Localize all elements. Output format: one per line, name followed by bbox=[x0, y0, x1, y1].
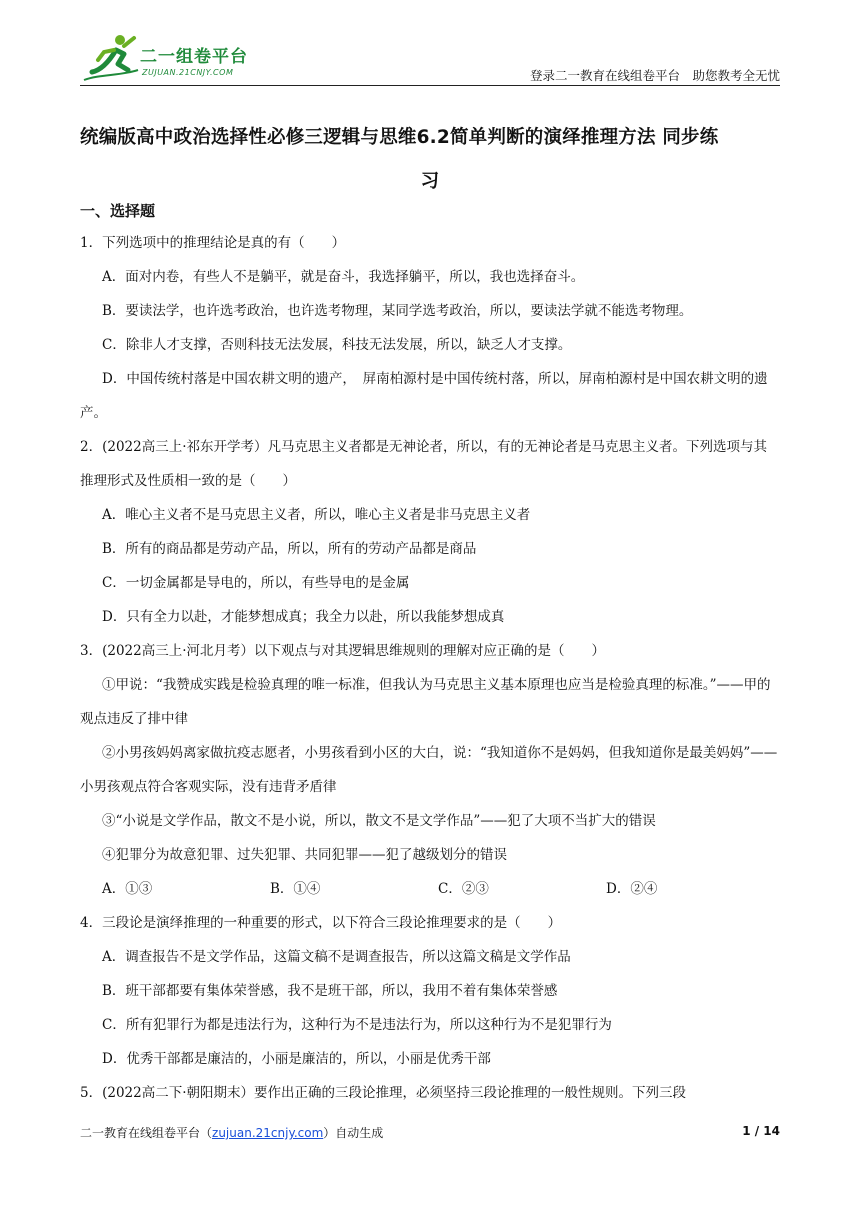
question-2-option-a: A．唯心主义者不是马克思主义者，所以，唯心主义者是非马克思主义者 bbox=[102, 507, 531, 523]
question-1-option-b: B．要读法学，也许选考政治，也许选考物理，某同学选考政治，所以，要读法学就不能选考物理。 bbox=[102, 303, 693, 319]
question-3-options bbox=[80, 872, 780, 906]
question-4-stem: 4．三段论是演绎推理的一种重要的形式，以下符合三段论推理要求的是（ ） bbox=[80, 915, 562, 931]
question-4-option-c: C．所有犯罪行为都是违法行为，这种行为不是违法行为，所以这种行为不是犯罪行为 bbox=[102, 1017, 612, 1033]
question-1-option-a: A．面对内卷，有些人不是躺平，就是奋斗，我选择躺平，所以，我也选择奋斗。 bbox=[102, 269, 585, 285]
question-3-option-d: D．②④ bbox=[606, 881, 658, 897]
question-2-option-d: D．只有全力以赴，才能梦想成真；我全力以赴，所以我能梦想成真 bbox=[102, 609, 505, 625]
footer-prefix: 二一教育在线组卷平台（ bbox=[80, 1126, 213, 1140]
question-3-stem: 3．(2022高三上·河北月考）以下观点与对其逻辑思维规则的理解对应正确的是（ ） bbox=[80, 643, 606, 659]
question-3-option-b: B．①④ bbox=[270, 881, 321, 897]
footer-source bbox=[80, 1124, 383, 1141]
question-4-option-a: A．调查报告不是文学作品，这篇文稿不是调查报告，所以这篇文稿是文学作品 bbox=[102, 949, 571, 965]
question-2-option-c: C．一切金属都是导电的，所以，有些导电的是金属 bbox=[102, 575, 410, 591]
footer-link[interactable]: zujuan.21cnjy.com bbox=[212, 1126, 324, 1140]
question-2-stem: 2．(2022高三上·祁东开学考）凡马克思主义者都是无神论者，所以，有的无神论者是马克思主义者。下列选项与其推理形式及性质相一致的是（ ） bbox=[80, 439, 768, 489]
question-list bbox=[80, 226, 780, 1110]
question-1-option-c: C．除非人才支撑，否则科技无法发展，科技无法发展，所以，缺乏人才支撑。 bbox=[102, 337, 572, 353]
question-2-option-b: B．所有的商品都是劳动产品，所以，所有的劳动产品都是商品 bbox=[102, 541, 477, 557]
document-title bbox=[80, 116, 780, 204]
question-3-statement-3: ③“小说是文学作品，散文不是小说，所以，散文不是文学作品”——犯了大项不当扩大的错误 bbox=[102, 813, 656, 829]
question-1-option-d: D．中国传统村落是中国农耕文明的遗产， 屏南柏源村是中国传统村落，所以，屏南柏源村是中国农耕文明的遗产。 bbox=[80, 371, 768, 421]
question-4-option-d: D．优秀干部都是廉洁的，小丽是廉洁的，所以，小丽是优秀干部 bbox=[102, 1051, 491, 1067]
header-slogan: 登录二一教育在线组卷平台 助您教考全无忧 bbox=[529, 68, 780, 83]
runner-logo-icon bbox=[80, 30, 140, 86]
question-3-statement-2: ②小男孩妈妈离家做抗疫志愿者，小男孩看到小区的大白，说：“我知道你不是妈妈，但我知道你是最美妈妈”——小男孩观点符合客观实际，没有违背矛盾律 bbox=[80, 745, 778, 795]
page-number: 1 / 14 bbox=[742, 1124, 780, 1138]
question-1-stem: 1．下列选项中的推理结论是真的有（ ） bbox=[80, 235, 346, 251]
title-line-1: 统编版高中政治选择性必修三逻辑与思维6.2简单判断的演绎推理方法 同步练 bbox=[80, 127, 719, 148]
section-heading: 一、选择题 bbox=[80, 202, 156, 220]
question-4-option-b: B．班干部都要有集体荣誉感，我不是班干部，所以，我用不着有集体荣誉感 bbox=[102, 983, 558, 999]
question-3-option-a: A．①③ bbox=[102, 881, 153, 897]
logo-url: ZUJUAN.21CNJY.COM bbox=[142, 68, 234, 77]
question-3-statement-4: ④犯罪分为故意犯罪、过失犯罪、共同犯罪——犯了越级划分的错误 bbox=[102, 847, 507, 863]
page-header bbox=[80, 30, 780, 86]
site-logo[interactable] bbox=[80, 30, 280, 86]
question-3-statement-1: ①甲说：“我赞成实践是检验真理的唯一标准，但我认为马克思主义基本原理也应当是检验真理的标准。”——甲的观点违反了排中律 bbox=[80, 677, 771, 727]
title-line-2: 习 bbox=[420, 171, 440, 192]
question-3-option-c: C．②③ bbox=[438, 881, 489, 897]
question-5-stem: 5．(2022高二下·朝阳期末）要作出正确的三段论推理，必须坚持三段论推理的一般性规则。下列三段 bbox=[80, 1085, 687, 1101]
header-divider bbox=[80, 85, 780, 86]
logo-text: 二一组卷平台 bbox=[140, 47, 248, 67]
footer-suffix: ）自动生成 bbox=[323, 1126, 384, 1140]
page-footer bbox=[80, 1124, 780, 1144]
